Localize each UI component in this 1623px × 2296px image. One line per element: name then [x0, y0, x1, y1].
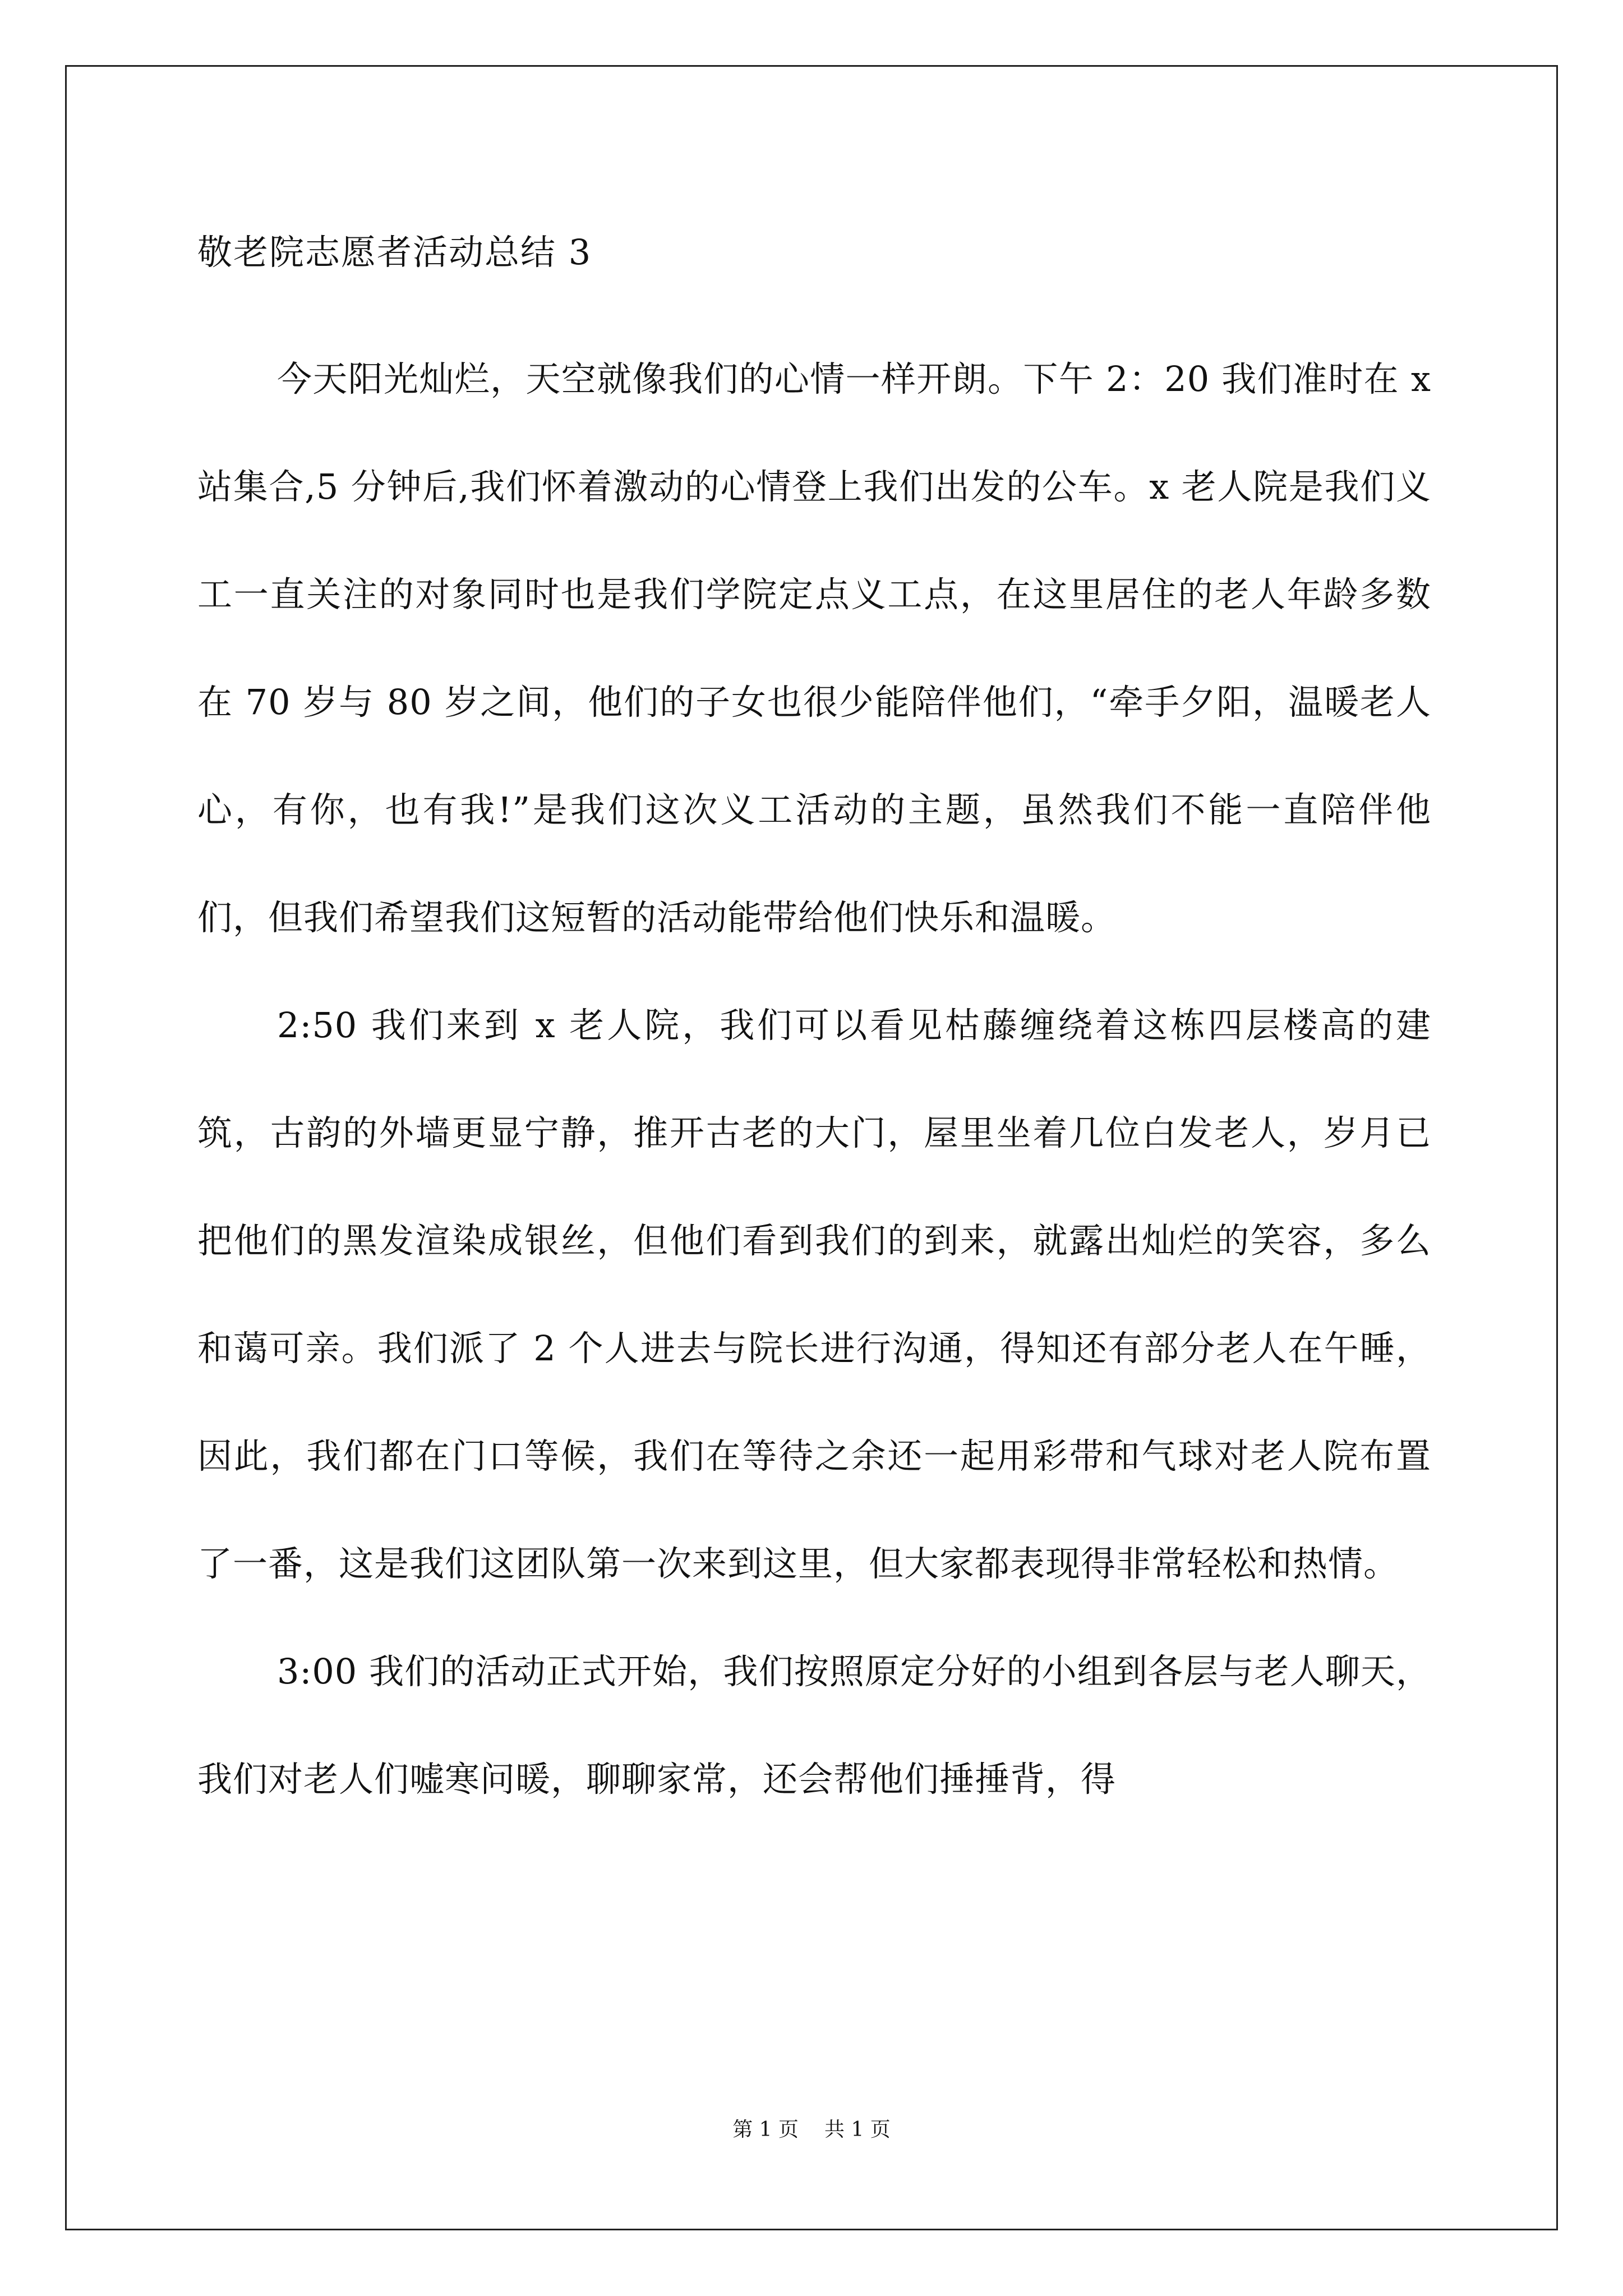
paragraph-3: 3:00 我们的活动正式开始，我们按照原定分好的小组到各层与老人聊天，我们对老人们嘘寒问暖，聊聊家常，还会帮他们捶捶背，得	[197, 1651, 1431, 1800]
page-footer	[0, 2116, 1623, 2144]
document-title: 敬老院志愿者活动总结 3	[197, 232, 592, 273]
paragraph-2: 2:50 我们来到 x 老人院，我们可以看见枯藤缠绕着这栋四层楼高的建筑，古韵的外墙更显宁静，推开古老的大门，屋里坐着几位白发老人，岁月已把他们的黑发渲染成银丝，但他们看到我们的到来，就露出灿烂的笑容，多么和蔼可亲。我们派了 2 个人进去与院长进行沟通，得知还有部分老人在午睡，因此，我们都在门口等候，我们在等待之余还一起用彩带和气球对老人院布置了一番，这是我们这团队第一次来到这里，但大家都表现得非常轻松和热情。	[197, 1005, 1431, 1584]
page-total: 共 1 页	[824, 2118, 891, 2141]
page-number: 第 1 页	[732, 2118, 799, 2141]
paragraph-1: 今天阳光灿烂，天空就像我们的心情一样开朗。下午 2：20 我们准时在 x 站集合,5 分钟后,我们怀着激动的心情登上我们出发的公车。x 老人院是我们义工一直关注的对象同时也是我们学院定点义工点，在这里居住的老人年龄多数在 70 岁与 80 岁之间，他们的子女也很少能陪伴他们，“牵手夕阳，温暖老人心，有你，也有我!”是我们这次义工活动的主题，虽然我们不能一直陪伴他们，但我们希望我们这短暂的活动能带给他们快乐和温暖。	[197, 358, 1431, 938]
document-body	[197, 325, 1431, 1833]
